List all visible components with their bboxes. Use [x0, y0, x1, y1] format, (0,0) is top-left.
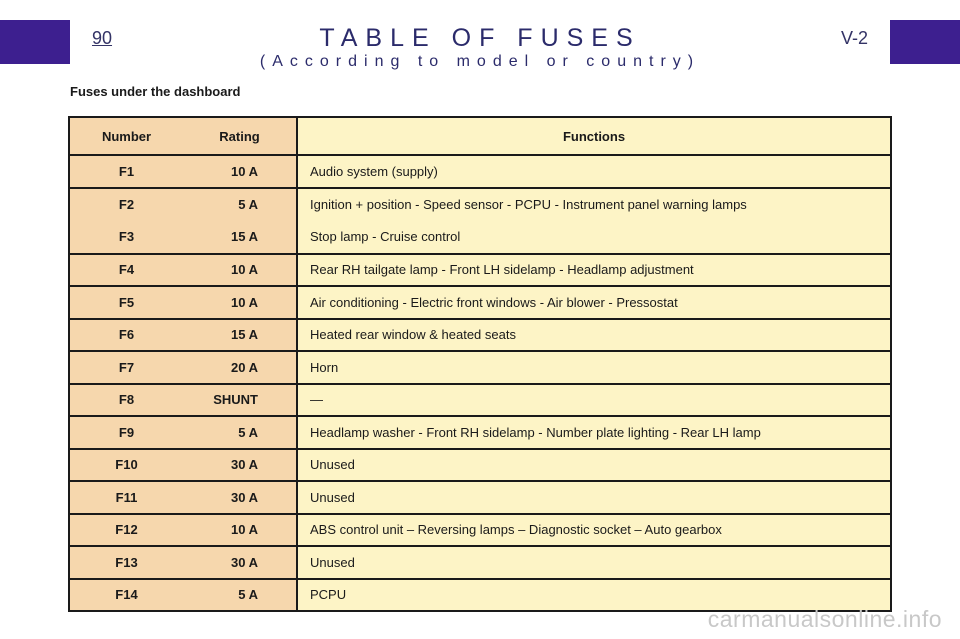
fuse-number: F5 — [69, 286, 183, 319]
fuse-rating: 20 A — [183, 351, 297, 384]
fuse-function: — — [297, 384, 891, 417]
column-header-number: Number — [69, 117, 183, 155]
section-code: V-2 — [840, 28, 868, 48]
page-number[interactable]: 90 — [92, 28, 113, 48]
fuse-rating: 30 A — [183, 481, 297, 514]
fuse-function: Unused — [297, 481, 891, 514]
fuse-function: Horn — [297, 351, 891, 384]
table-header-row — [69, 117, 891, 155]
watermark-text: carmanualsonline.info — [707, 606, 942, 632]
table-row — [69, 546, 891, 579]
fuse-table — [68, 116, 892, 612]
fuse-rating: 5 A — [183, 416, 297, 449]
section-heading: Fuses under the dashboard — [70, 84, 241, 99]
page-subtitle: (According to model or country) — [259, 53, 701, 70]
column-header-functions: Functions — [297, 117, 891, 155]
fuse-number: F2 — [69, 188, 183, 221]
fuse-function: Unused — [297, 449, 891, 482]
page-title: TABLE OF FUSES — [319, 24, 641, 52]
fuse-function: Rear RH tailgate lamp - Front LH sidelamp - Headlamp adjustment — [297, 254, 891, 287]
table-row — [69, 351, 891, 384]
table-row — [69, 319, 891, 352]
fuse-number: F13 — [69, 546, 183, 579]
table-row — [69, 254, 891, 287]
table-row — [69, 416, 891, 449]
table-row — [69, 449, 891, 482]
fuse-number: F7 — [69, 351, 183, 384]
fuse-number: F6 — [69, 319, 183, 352]
fuse-function: PCPU — [297, 579, 891, 612]
fuse-function: Unused — [297, 546, 891, 579]
fuse-number: F1 — [69, 155, 183, 188]
fuse-number: F14 — [69, 579, 183, 612]
fuse-function: ABS control unit – Reversing lamps – Diagnostic socket – Auto gearbox — [297, 514, 891, 547]
fuse-number: F11 — [69, 481, 183, 514]
table-row — [69, 188, 891, 221]
fuse-rating: 15 A — [183, 319, 297, 352]
table-row — [69, 481, 891, 514]
fuse-number: F9 — [69, 416, 183, 449]
fuse-rating: 15 A — [183, 221, 297, 254]
fuse-rating: 5 A — [183, 579, 297, 612]
table-row — [69, 155, 891, 188]
fuse-rating: 30 A — [183, 449, 297, 482]
fuse-rating: 10 A — [183, 155, 297, 188]
fuse-function: Stop lamp - Cruise control — [297, 221, 891, 254]
fuse-rating: 5 A — [183, 188, 297, 221]
fuse-function: Audio system (supply) — [297, 155, 891, 188]
fuse-function: Ignition + position - Speed sensor - PCPU - Instrument panel warning lamps — [297, 188, 891, 221]
fuse-function: Heated rear window & heated seats — [297, 319, 891, 352]
table-row — [69, 384, 891, 417]
fuse-rating: SHUNT — [183, 384, 297, 417]
table-row — [69, 286, 891, 319]
column-header-rating: Rating — [183, 117, 297, 155]
fuse-function: Air conditioning - Electric front windows - Air blower - Pressostat — [297, 286, 891, 319]
fuse-number: F10 — [69, 449, 183, 482]
fuse-rating: 10 A — [183, 286, 297, 319]
fuse-number: F3 — [69, 221, 183, 254]
fuse-rating: 10 A — [183, 254, 297, 287]
fuse-rating: 30 A — [183, 546, 297, 579]
fuse-rating: 10 A — [183, 514, 297, 547]
table-row — [69, 221, 891, 254]
fuse-function: Headlamp washer - Front RH sidelamp - Number plate lighting - Rear LH lamp — [297, 416, 891, 449]
fuse-number: F8 — [69, 384, 183, 417]
fuse-number: F4 — [69, 254, 183, 287]
table-row — [69, 514, 891, 547]
fuse-number: F12 — [69, 514, 183, 547]
